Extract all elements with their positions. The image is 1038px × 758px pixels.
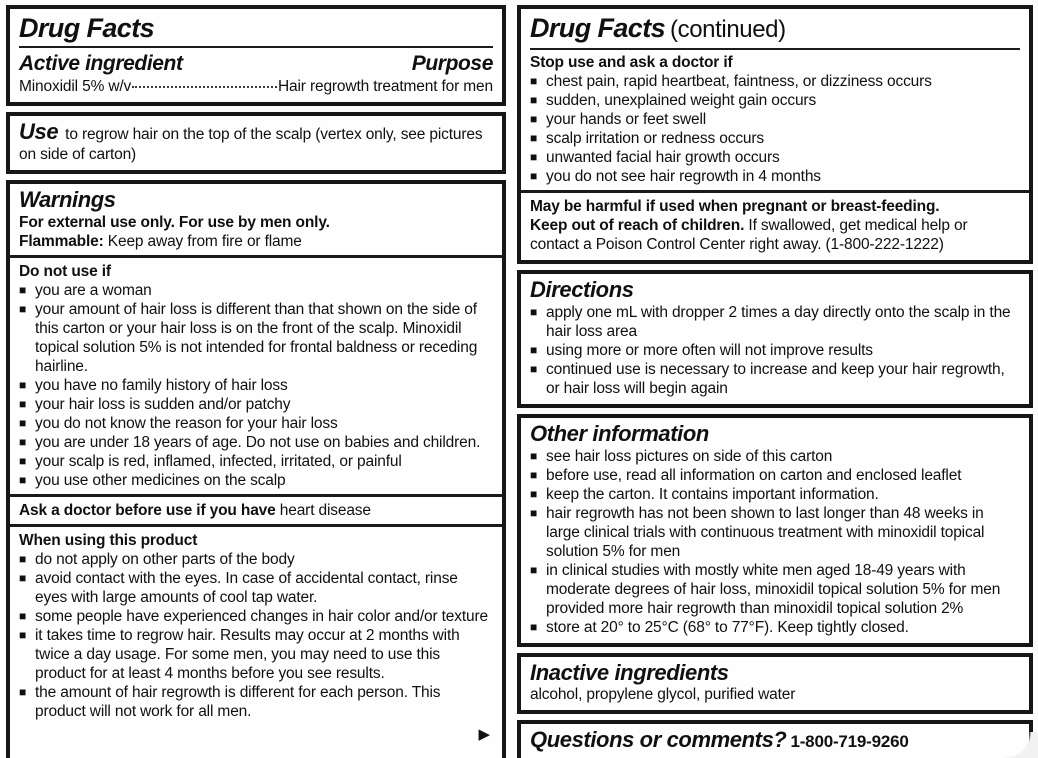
do-not-use-heading: Do not use if: [19, 263, 111, 280]
drug-facts-title: Drug Facts: [19, 13, 155, 43]
bullet-item: ■ see hair loss pictures on side of this carton: [530, 447, 1020, 466]
section-divider: [10, 494, 502, 497]
keep-out-text: If swallowed, get medical help or contact a Poison Control Center right away. (1-800-222-1222): [530, 217, 968, 253]
bullet-item: ■ keep the carton. It contains important information.: [530, 485, 1020, 504]
flammable-warning: [19, 232, 493, 251]
inactive-ingredients-heading: Inactive ingredients: [530, 660, 729, 685]
purpose-value: Hair regrowth treatment for men: [277, 78, 493, 95]
warnings-section: [6, 180, 506, 758]
bullet-item: ■ continued use is necessary to increase and keep your hair regrowth, or hair loss will begin again: [530, 360, 1020, 398]
dotted-leader: [132, 86, 277, 88]
bullet-item: ■ your hair loss is sudden and/or patchy: [19, 395, 493, 414]
left-column: [6, 5, 506, 758]
title-rule: [530, 48, 1020, 50]
continued-arrow-icon: ▶: [478, 726, 490, 743]
directions-section: [517, 270, 1033, 408]
bullet-item: ■ before use, read all information on carton and enclosed leaflet: [530, 466, 1020, 485]
keep-out-bold: Keep out of reach of children.: [530, 217, 745, 234]
inactive-ingredients-section: [517, 653, 1033, 714]
inactive-ingredients-text: alcohol, propylene glycol, purified water: [530, 686, 796, 703]
do-not-use-list: [19, 281, 493, 490]
directions-heading: Directions: [530, 277, 634, 302]
bullet-item: ■ do not apply on other parts of the body: [19, 550, 493, 569]
bullet-item: ■ in clinical studies with mostly white men aged 18-49 years with moderate degrees of hair loss, minoxidil topical solution 5% for men provided more hair regrowth than minoxidil topical solution 2%: [530, 561, 1020, 618]
bullet-item: ■ scalp irritation or redness occurs: [530, 129, 1020, 148]
bullet-item: ■ hair regrowth has not been shown to last longer than 48 weeks in large clinical trials with continuous treatment with minoxidil topical solution 5% for men: [530, 504, 1020, 561]
other-information-section: [517, 414, 1033, 647]
pregnancy-warning: May be harmful if used when pregnant or breast-feeding.: [530, 198, 940, 215]
bullet-item: ■ sudden, unexplained weight gain occurs: [530, 91, 1020, 110]
bullet-item: ■ the amount of hair regrowth is different for each person. This product will not work for all men.: [19, 683, 493, 721]
title-rule: [19, 46, 493, 48]
active-ingredient-value-row: [19, 77, 493, 96]
stop-use-list: [530, 72, 1020, 186]
external-use-warning: For external use only. For use by men only.: [19, 214, 330, 231]
questions-section: [517, 720, 1033, 758]
bullet-item: ■ your hands or feet swell: [530, 110, 1020, 129]
continued-title-text: Drug Facts: [530, 13, 666, 43]
bullet-item: ■ avoid contact with the eyes. In case of accidental contact, rinse eyes with large amounts of cool tap water.: [19, 569, 493, 607]
questions-phone-number: 1-800-719-9260: [790, 732, 909, 751]
use-section: [6, 112, 506, 174]
section-divider: [10, 524, 502, 527]
use-heading: Use: [19, 119, 59, 144]
ask-doctor-bold: Ask a doctor before use if you have: [19, 502, 276, 519]
questions-row: [530, 727, 1020, 753]
ask-doctor-text: heart disease: [275, 502, 371, 519]
bullet-item: ■ your amount of hair loss is different than that shown on the side of this carton or your hair loss is on the front of the scalp. Minoxidil topical solution 5% is not intended for frontal baldness or receding hairline.: [19, 300, 493, 376]
ingredient-name: Minoxidil 5% w/v: [19, 78, 132, 95]
continued-suffix: (continued): [670, 16, 786, 43]
flammable-text: Keep away from fire or flame: [103, 233, 302, 250]
keep-out-paragraph: [530, 216, 1020, 254]
bullet-item: ■ your scalp is red, inflamed, infected, irritated, or painful: [19, 452, 493, 471]
bullet-item: ■ you do not see hair regrowth in 4 months: [530, 167, 1020, 186]
bullet-item: ■ chest pain, rapid heartbeat, faintness, or dizziness occurs: [530, 72, 1020, 91]
bullet-item: ■ store at 20° to 25°C (68° to 77°F). Keep tightly closed.: [530, 618, 1020, 637]
active-ingredient-heading: Active ingredient: [19, 52, 183, 75]
use-text: to regrow hair on the top of the scalp (vertex only, see pictures on side of carton): [19, 126, 483, 163]
title-active-ingredient-section: [6, 5, 506, 106]
use-paragraph: [19, 119, 493, 164]
purpose-heading: Purpose: [411, 52, 493, 75]
bullet-item: ■ using more or more often will not improve results: [530, 341, 1020, 360]
section-divider: [521, 190, 1029, 193]
stop-use-heading: Stop use and ask a doctor if: [530, 54, 733, 71]
bullet-item: ■ unwanted facial hair growth occurs: [530, 148, 1020, 167]
when-using-heading: When using this product: [19, 532, 198, 549]
bullet-item: ■ you are a woman: [19, 281, 493, 300]
flammable-label: Flammable:: [19, 233, 104, 250]
drug-facts-continued-title: [530, 12, 1020, 46]
right-column: [517, 5, 1033, 758]
bullet-item: ■ you have no family history of hair loss: [19, 376, 493, 395]
section-divider: [10, 255, 502, 258]
bullet-item: ■ some people have experienced changes in hair color and/or texture: [19, 607, 493, 626]
warnings-heading: Warnings: [19, 187, 116, 212]
other-information-list: [530, 447, 1020, 637]
active-ingredient-row: [19, 51, 493, 77]
ask-doctor-line: [19, 501, 493, 520]
directions-list: [530, 303, 1020, 398]
bullet-item: ■ apply one mL with dropper 2 times a day directly onto the scalp in the hair loss area: [530, 303, 1020, 341]
bullet-item: ■ it takes time to regrow hair. Results may occur at 2 months with twice a day usage. For some men, you may need to use this product for at least 4 months before you see results.: [19, 626, 493, 683]
bullet-item: ■ you use other medicines on the scalp: [19, 471, 493, 490]
other-information-heading: Other information: [530, 421, 709, 446]
continued-section: [517, 5, 1033, 264]
bullet-item: ■ you do not know the reason for your hair loss: [19, 414, 493, 433]
bullet-item: ■ you are under 18 years of age. Do not use on babies and children.: [19, 433, 493, 452]
questions-heading: Questions or comments?: [530, 727, 787, 752]
when-using-list: [19, 550, 493, 721]
